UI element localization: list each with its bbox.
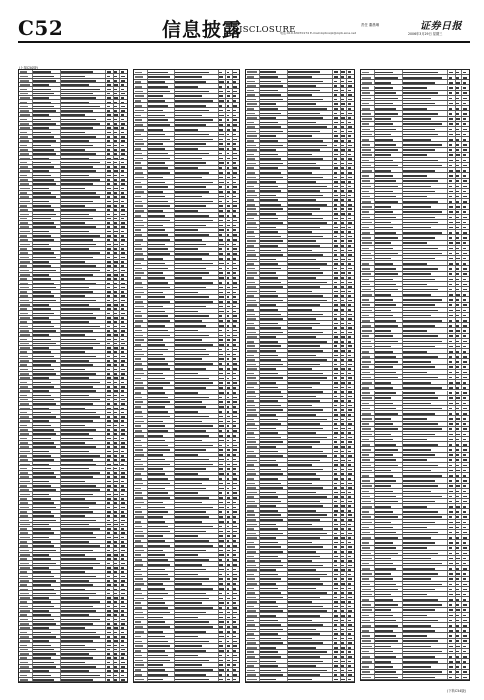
page-number: C52 (18, 16, 64, 40)
continued-to-label: (下转C54版) (447, 689, 466, 693)
table-row (361, 675, 469, 680)
table-row (246, 677, 354, 682)
fund-holdings-table-1 (18, 69, 128, 683)
fund-holdings-table-2 (133, 69, 240, 683)
newspaper-logo: 证券日报 (420, 21, 462, 32)
masthead-rule (18, 41, 470, 43)
fund-holdings-table-4 (360, 69, 470, 681)
section-title: 信息披露 (162, 19, 243, 41)
fund-holdings-table-3 (245, 69, 355, 683)
table-row (134, 677, 239, 682)
editor-line: 责任 董晨琳 (361, 23, 380, 27)
continued-from-label: (上接C50版) (19, 66, 38, 70)
masthead (18, 14, 470, 40)
contact-line: 电话:010-63070174 E-mail:zqrbxxpl@zqrb.sina.net (280, 31, 356, 35)
publication-date: 2006年3月29日 星期三 (408, 32, 443, 36)
section-title-en: DISCLOSURE (232, 25, 296, 35)
table-row (19, 678, 127, 682)
